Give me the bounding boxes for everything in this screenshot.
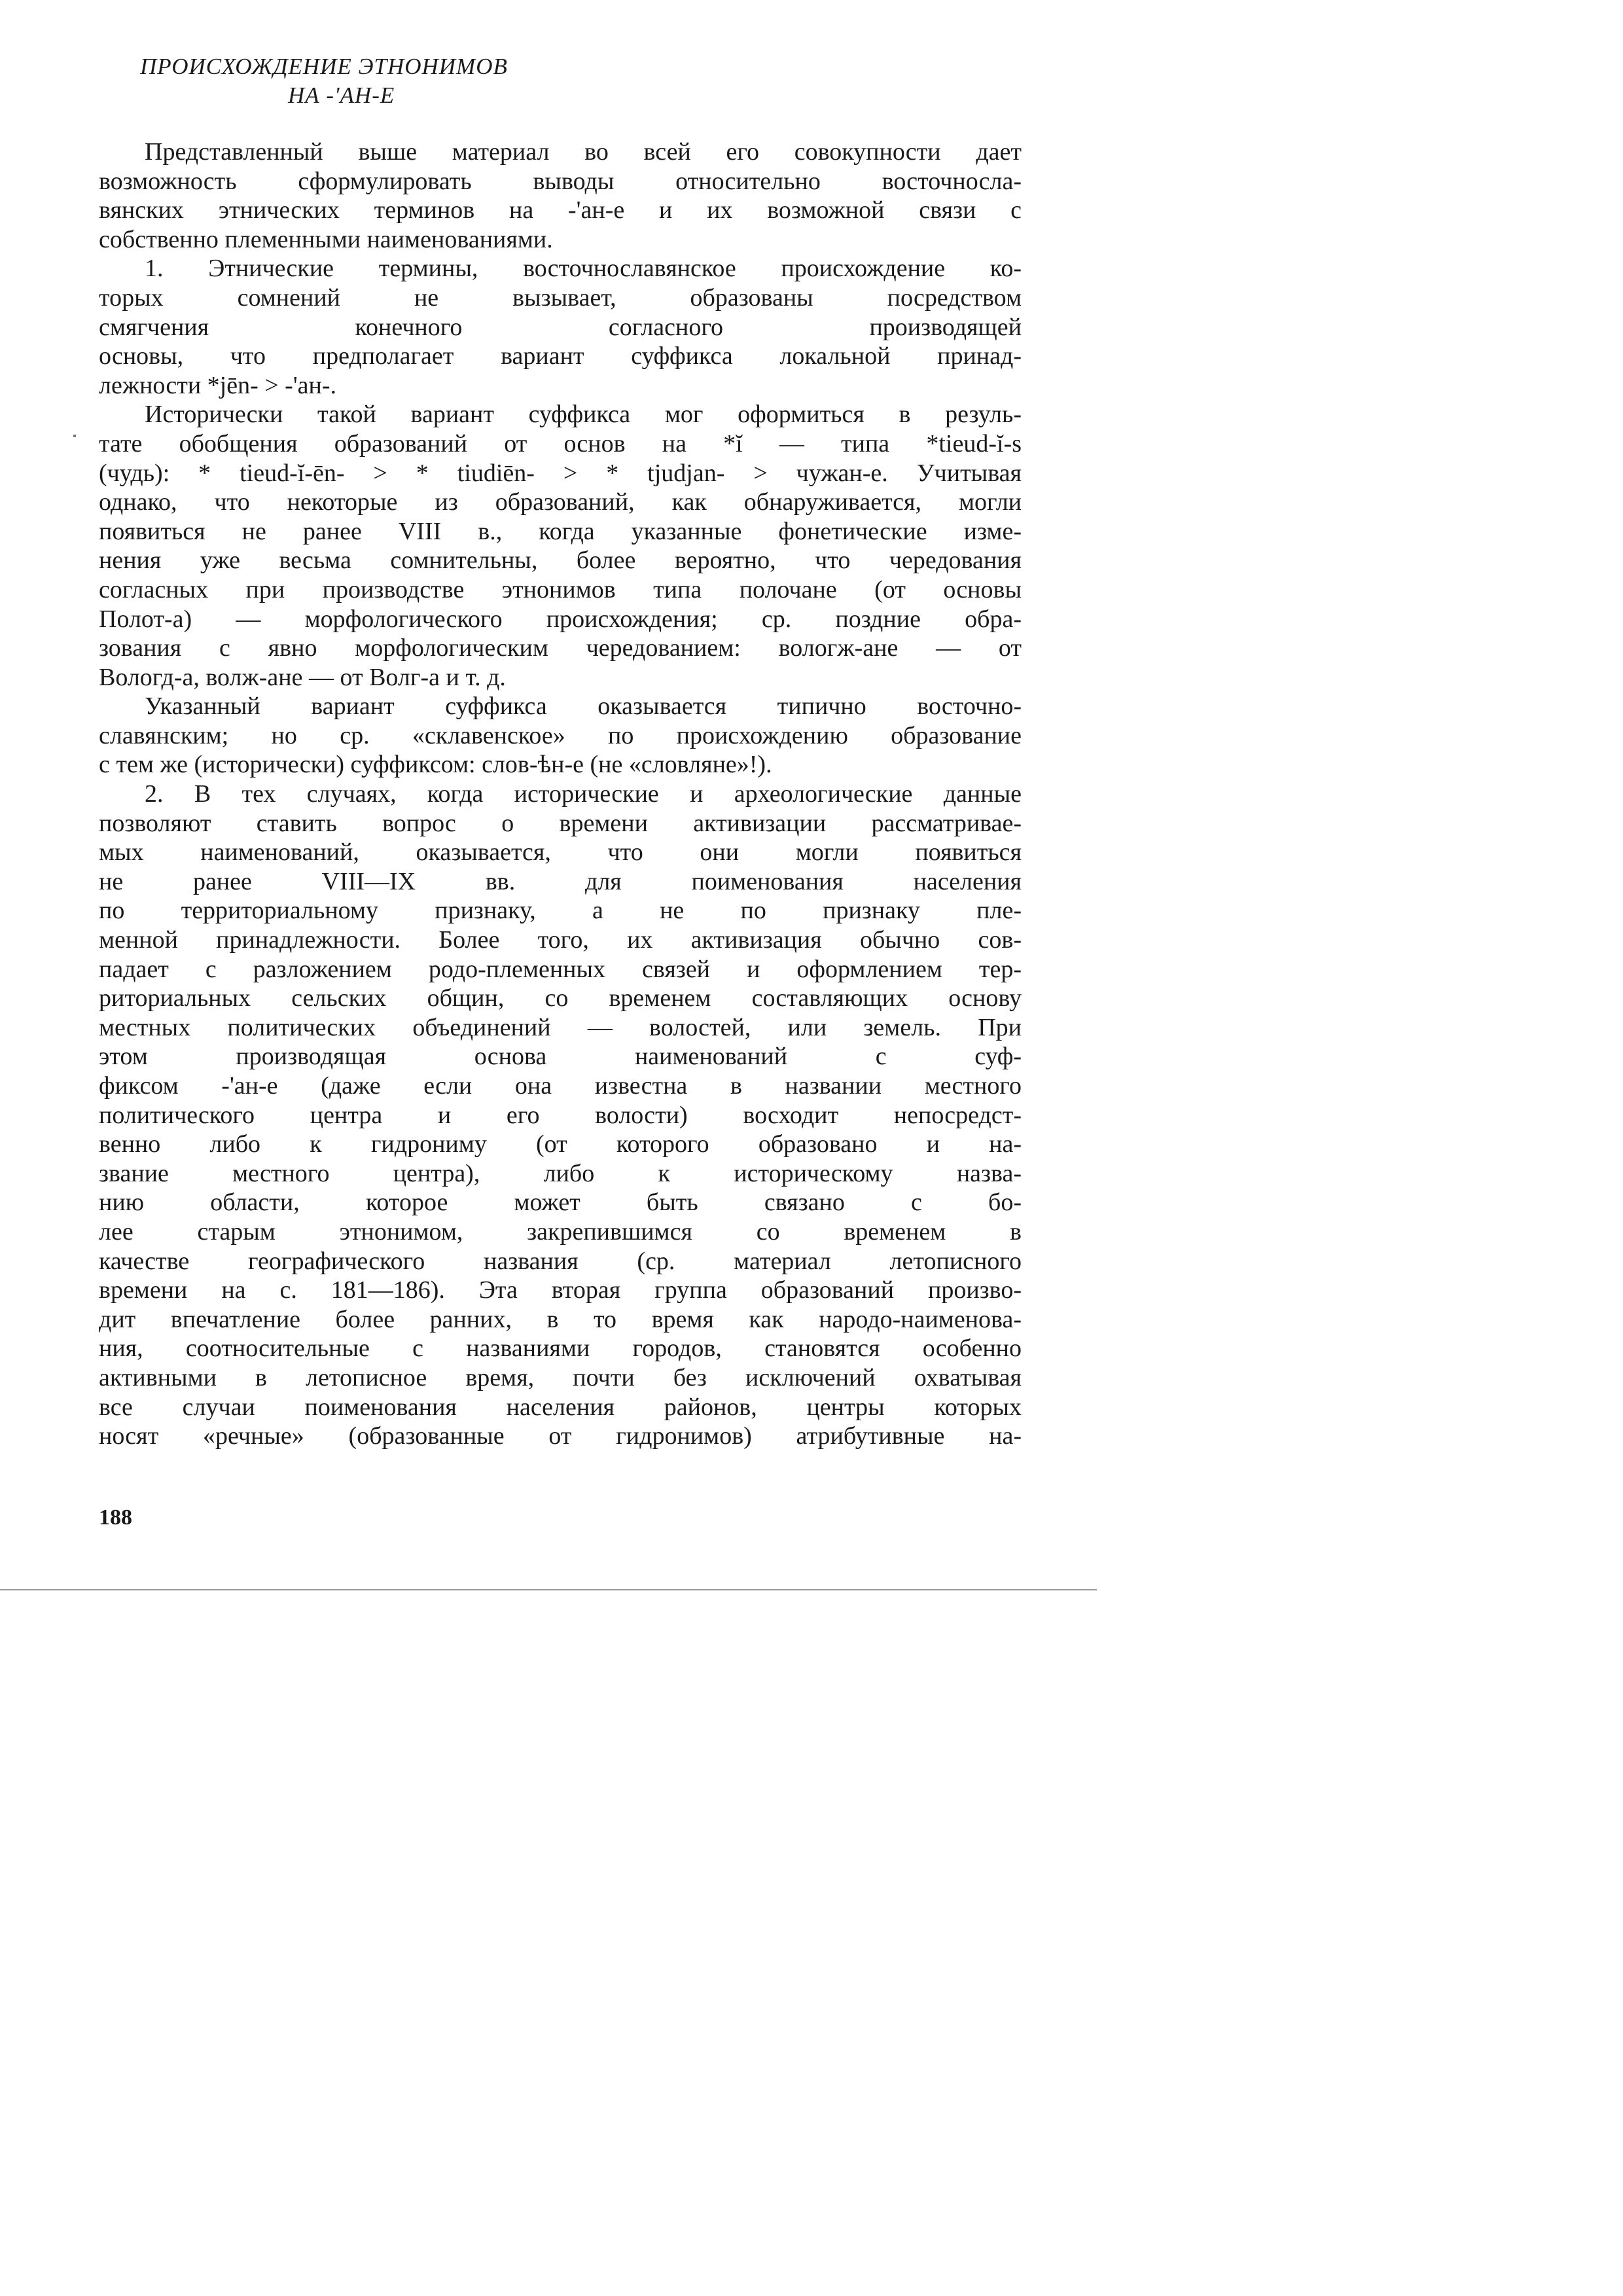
- section-heading: [140, 52, 508, 110]
- text-line: дит впечатление более ранних, в то время как народо-наименова-: [99, 1305, 1022, 1333]
- text-line: позволяют ставить вопрос о времени активизации рассматривае-: [99, 809, 1022, 837]
- text-line: Полот-а) — морфологического происхождения; ср. поздние обра-: [99, 605, 1022, 633]
- margin-speck: [73, 435, 76, 437]
- text-line: Исторически такой вариант суффикса мог оформиться в резуль-: [145, 401, 1022, 429]
- text-line: активными в летописное время, почти без исключений охватывая: [99, 1363, 1022, 1391]
- page-number: 188: [99, 1505, 132, 1530]
- text-line: появиться не ранее VIII в., когда указанные фонетические изме-: [99, 517, 1022, 545]
- text-line: вянских этнических терминов на -'ан-е и их возможной связи с: [99, 196, 1022, 224]
- text-line: местных политических объединений — волостей, или земель. При: [99, 1013, 1022, 1041]
- text-line: носят «речные» (образованные от гидронимов) атрибутивные на-: [99, 1422, 1022, 1450]
- text-line: все случаи поименования населения районов, центры которых: [99, 1393, 1022, 1421]
- text-line: звание местного центра), либо к историческому назва-: [99, 1159, 1022, 1187]
- heading-line-2: НА -'АН-Е: [288, 82, 395, 108]
- text-line: согласных при производстве этнонимов типа полочане (от основы: [99, 575, 1022, 603]
- text-line: с тем же (исторически) суффиксом: слов-ѣн-е (не «словляне»!).: [99, 751, 772, 779]
- scan-edge-divider: [0, 1589, 1097, 1590]
- text-line: 1. Этнические термины, восточнославянское происхождение ко-: [145, 255, 1022, 283]
- text-line: не ранее VIII—IX вв. для поименования населения: [99, 867, 1022, 895]
- text-line: лежности *jēn- > -'ан-.: [99, 371, 337, 399]
- text-line: по территориальному признаку, а не по признаку пле-: [99, 897, 1022, 925]
- text-line: венно либо к гидрониму (от которого образовано и на-: [99, 1130, 1022, 1158]
- text-line: ния, соотносительные с названиями городов, становятся особенно: [99, 1335, 1022, 1363]
- text-line: основы, что предполагает вариант суффикса локальной принад-: [99, 342, 1022, 370]
- text-line: нию области, которое может быть связано с бо-: [99, 1189, 1022, 1217]
- text-line: менной принадлежности. Более того, их активизация обычно сов-: [99, 926, 1022, 954]
- text-line: торых сомнений не вызывает, образованы посредством: [99, 283, 1022, 312]
- text-line: 2. В тех случаях, когда исторические и археологические данные: [145, 780, 1022, 808]
- text-line: смягчения конечного согласного производящей: [99, 313, 1022, 341]
- text-line: собственно племенными наименованиями.: [99, 225, 553, 253]
- text-line: Указанный вариант суффикса оказывается типично восточно-: [145, 692, 1022, 721]
- text-line: лее старым этнонимом, закрепившимся со временем в: [99, 1217, 1022, 1246]
- text-line: Вологд-а, волж-ане — от Волг-а и т. д.: [99, 663, 506, 691]
- text-line: славянским; но ср. «склавенское» по происхождению образование: [99, 721, 1022, 749]
- text-line: (чудь): * tieud-ĭ-ēn- > * tiudiēn- > * tjudjan- > чужан-е. Учитывая: [99, 459, 1022, 487]
- text-line: Представленный выше материал во всей его совокупности дает: [145, 138, 1022, 166]
- text-line: тате обобщения образований от основ на *ĭ — типа *tieud-ĭ-s: [99, 429, 1022, 457]
- text-line: возможность сформулировать выводы относительно восточносла-: [99, 167, 1022, 195]
- text-line: нения уже весьма сомнительны, более вероятно, что чередования: [99, 547, 1022, 575]
- text-line: мых наименований, оказывается, что они могли появиться: [99, 838, 1022, 867]
- text-line: времени на с. 181—186). Эта вторая группа образований произво-: [99, 1276, 1022, 1304]
- text-line: этом производящая основа наименований с суф-: [99, 1043, 1022, 1071]
- text-line: политического центра и его волости) восходит непосредст-: [99, 1101, 1022, 1129]
- text-line: зования с явно морфологическим чередованием: вологж-ане — от: [99, 634, 1022, 662]
- text-line: фиксом -'ан-е (даже если она известна в названии местного: [99, 1072, 1022, 1100]
- body-text: [99, 137, 1022, 1451]
- text-line: качестве географического названия (ср. материал летописного: [99, 1247, 1022, 1275]
- text-line: риториальных сельских общин, со временем составляющих основу: [99, 984, 1022, 1013]
- text-line: падает с разложением родо-племенных связей и оформлением тер-: [99, 955, 1022, 983]
- text-line: однако, что некоторые из образований, как обнаруживается, могли: [99, 488, 1022, 516]
- heading-line-1: ПРОИСХОЖДЕНИЕ ЭТНОНИМОВ: [140, 54, 508, 79]
